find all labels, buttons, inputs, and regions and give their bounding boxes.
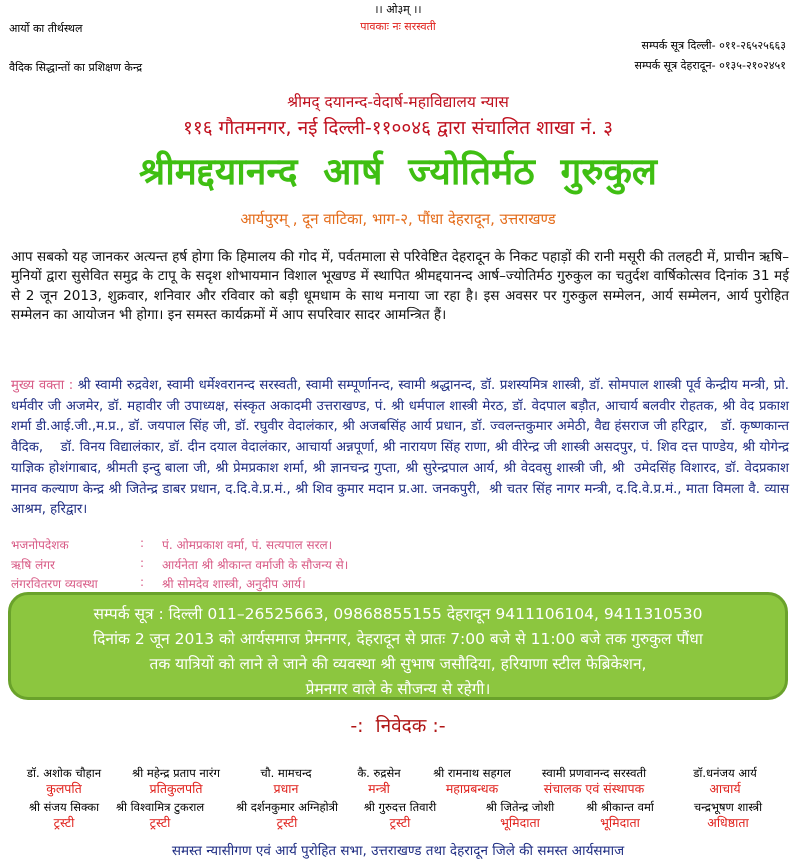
contact-box-line: तक यात्रियों को लाने ले जाने की व्यवस्था श्री सुभाष जसौदिया, हरियाणा स्टील फेब्रिकेशन, [149,655,647,673]
signatory [472,799,568,831]
signatory-role: प्रतिकुलपति [149,781,203,796]
signatory [348,799,452,831]
signatory-role: प्रधान [273,781,299,796]
om-heading: ।। ओ३म् ।। [374,3,422,16]
signatory [418,765,526,797]
signatory [8,765,120,797]
signatory-name: श्री श्रीकान्त वर्मा [586,800,654,814]
signatory [100,799,220,831]
signatory [526,765,662,797]
branch-line: ११६ गौतमनगर, नई दिल्ली-११००४६ द्वारा संचालित शाखा नं. ३ [183,117,613,139]
program-label: ऋषि लंगर [11,558,55,572]
signatory-name: स्वामी प्रणवानन्द सरस्वती [541,766,647,780]
program-value: पं. ओमप्रकाश वर्मा, पं. सत्यपाल सरल। [162,538,333,552]
contact-dehradun: सम्पर्क सूत्र देहरादून- ०१३५-२१०२४५१ [634,59,786,72]
signatory-name: चन्द्रभूषण शास्त्री [693,800,763,814]
signatory-role: ट्रस्टी [53,815,75,830]
signatory-role: महाप्रबन्धक [445,781,499,796]
contact-box [8,592,788,700]
signatory-name: डॉ.धनंजय आर्य [693,766,757,780]
trust-name: श्रीमद् दयानन्द-वेदार्ष-महाविद्यालय न्यास [287,93,509,111]
signatory-name: श्री गुरुदत्त तिवारी [363,800,437,814]
signatory-role: आचार्य [709,781,741,796]
speakers-list: श्री स्वामी रुद्रवेश, स्वामी धर्मेश्वरानन्द सरस्वती, स्वामी सम्पूर्णानन्द, स्वामी श्रद्धानन्द, डॉ. प्रशस्यमित्र शास्त्री, डॉ. सोमपाल शास्त्री पूर्व केन्द्रीय मन्त्री, प्रो. धर्मवीर जी अजमेर, डॉ. महावीर जी उपाध्यक्ष, संस्कृत अकादमी उत्तराखण्ड, पं. श्री धर्मपाल शास्त्री मेरठ, डॉ. वेदपाल बड़ौत, आचार्य बलवीर रोहतक, श्री वेद प्रकाश शर्मा डी.आई.जी.,म.प्र., डॉ. जयपाल सिंह जी, डॉ. रघुवीर वेदालंकार, श्री अजबसिंह आर्य प्रधान, डॉ. ज्वलन्तकुमार अमेठी, वैद्य हंसराज जी हरिद्वार, डॉ. कृष्णकान्त वैदिक, डॉ. विनय विद्यालंकार, डॉ. दीन दयाल वेदालंकार, आचार्या अन्नपूर्णा, श्री नारायण सिंह राणा, श्री वीरेन्द्र जी शास्त्री असदपुर, पं. शिव दत्त पाण्डेय, श्री योगेन्द्र याज्ञिक होशंगाबाद, श्रीमती इन्दु बाला जी, श्री प्रेमप्रकाश शर्मा, श्री ज्ञानचन्द्र गुप्ता, श्री सुरेन्द्रपाल आर्य, श्री वेदवसु शास्त्री जी, श्री उमेदसिंह विशारद, डॉ. वेदप्रकाश मानव कल्याण केन्द्र श्री जितेन्द्र डाबर प्रधान, द.दि.वे.प्र.मं., श्री शिव कुमार मदान प्र.आ. जनकपुरी, श्री चतर सिंह नागर मन्त्री, द.दि.वे.प्र.मं., माता विमला वै. व्यास आश्रम, हरिद्वार। [11,378,794,518]
signatory [662,765,788,797]
signatory [668,799,788,831]
program-colon: : [140,575,145,589]
signatory [340,765,418,797]
signatory-name: श्री महेन्द्र प्रताप नारंग [132,766,220,780]
signatory-name: श्री दर्शनकुमार अग्निहोत्री [236,800,338,814]
program-colon: : [140,536,145,550]
invitation-paragraph: आप सबको यह जानकर अत्यन्त हर्ष होगा कि हिमालय की गोद में, पर्वतमाला से परिवेष्टित देहरादून के निकट पहाड़ों की रानी मसूरी की तलहटी में, प्राचीन ऋषि–मुनियों द्वारा सुसेवित समुद्र के टापू के सदृश शोभायमान विशाल भूखण्ड में स्थापित श्रीमद्दयानन्द आर्ष–ज्योतिर्मठ गुरुकुल का चतुर्दश वार्षिकोत्सव दिनांक 31 मई से 2 जून 2013, शुक्रवार, शनिवार और रविवार को बड़ी धूमधाम के साथ मनाया जा रहा है। इस अवसर पर गुरुकुल सम्मेलन, आर्य सम्मेलन, आर्य पुरोहित सम्मेलन का आयोजन भी होगा। इन समस्त कार्यक्रमों में आप सपरिवार सादर आमन्त्रित हैं। [11,249,789,324]
program-label: भजनोपदेशक [11,538,69,552]
signatory [222,799,352,831]
signatory-role: ट्रस्टी [149,815,171,830]
footer-line: समस्त न्यासीगण एवं आर्य पुरोहित सभा, उत्तराखण्ड तथा देहरादून जिले की समस्त आर्यसमाज [171,843,625,859]
program-value: आर्यनेता श्री श्रीकान्त वर्माजी के सौजन्य से। [162,558,349,572]
contact-box-line: प्रेमनगर वाले के सौजन्य से रहेगी। [305,680,491,698]
signatory-name: श्री जितेन्द्र जोशी [485,800,555,814]
tagline-training: वैदिक सिद्धान्तों का प्रशिक्षण केन्द्र [9,61,143,74]
signatory [572,799,668,831]
signatory-role: ट्रस्टी [389,815,411,830]
page-title: श्रीमद्दयानन्द आर्ष ज्योतिर्मठ गुरुकुल [139,150,657,193]
motto: पावकाः नः सरस्वती [360,20,436,33]
program-colon: : [140,556,145,570]
signatory-name: कै. रुद्रसेन [357,766,401,780]
tagline-pilgrimage: आर्यो का तीर्थस्थल [9,22,83,35]
nivedak-title: -: निवेदक :- [350,715,446,737]
signatory [232,765,340,797]
speakers-block [11,376,794,521]
signatory-role: भूमिदाता [600,815,640,830]
signatory-name: श्री विश्वामित्र टुकराल [115,800,205,814]
signatory-role: संचालक एवं संस्थापक [543,781,645,796]
signatory-role: अधिष्ठाता [707,815,749,830]
signatory-name: श्री संजय सिक्का [28,800,100,814]
contact-delhi: सम्पर्क सूत्र दिल्ली- ०११-२६५२५६६३ [641,39,786,52]
signatory-name: श्री रामनाथ सहगल [433,766,511,780]
signatory [120,765,232,797]
contact-box-line: सम्पर्क सूत्र : दिल्ली 011–26525663, 09868855155 देहरादून 9411106104, 9411310530 [93,605,703,623]
signatory-name: चौ. मामचन्द [260,766,312,780]
contact-box-line: दिनांक 2 जून 2013 को आर्यसमाज प्रेमनगर, देहरादून से प्रातः 7:00 बजे से 11:00 बजे तक गुरुकुल पौंधा [93,630,703,648]
signatory-role: मन्त्री [368,781,390,796]
address-line: आर्यपुरम् , दून वाटिका, भाग-२, पौंधा देहरादून, उत्तराखण्ड [240,210,556,228]
program-label: लंगरवितरण व्यवस्था [11,577,98,591]
program-value: श्री सोमदेव शास्त्री, अनुदीप आर्य। [162,577,306,591]
signatory-role: ट्रस्टी [276,815,298,830]
signatory-role: कुलपति [46,781,82,796]
speakers-label: मुख्य वक्ता : [11,378,74,393]
signatory-role: भूमिदाता [500,815,540,830]
signatory-name: डॉ. अशोक चौहान [26,766,102,780]
